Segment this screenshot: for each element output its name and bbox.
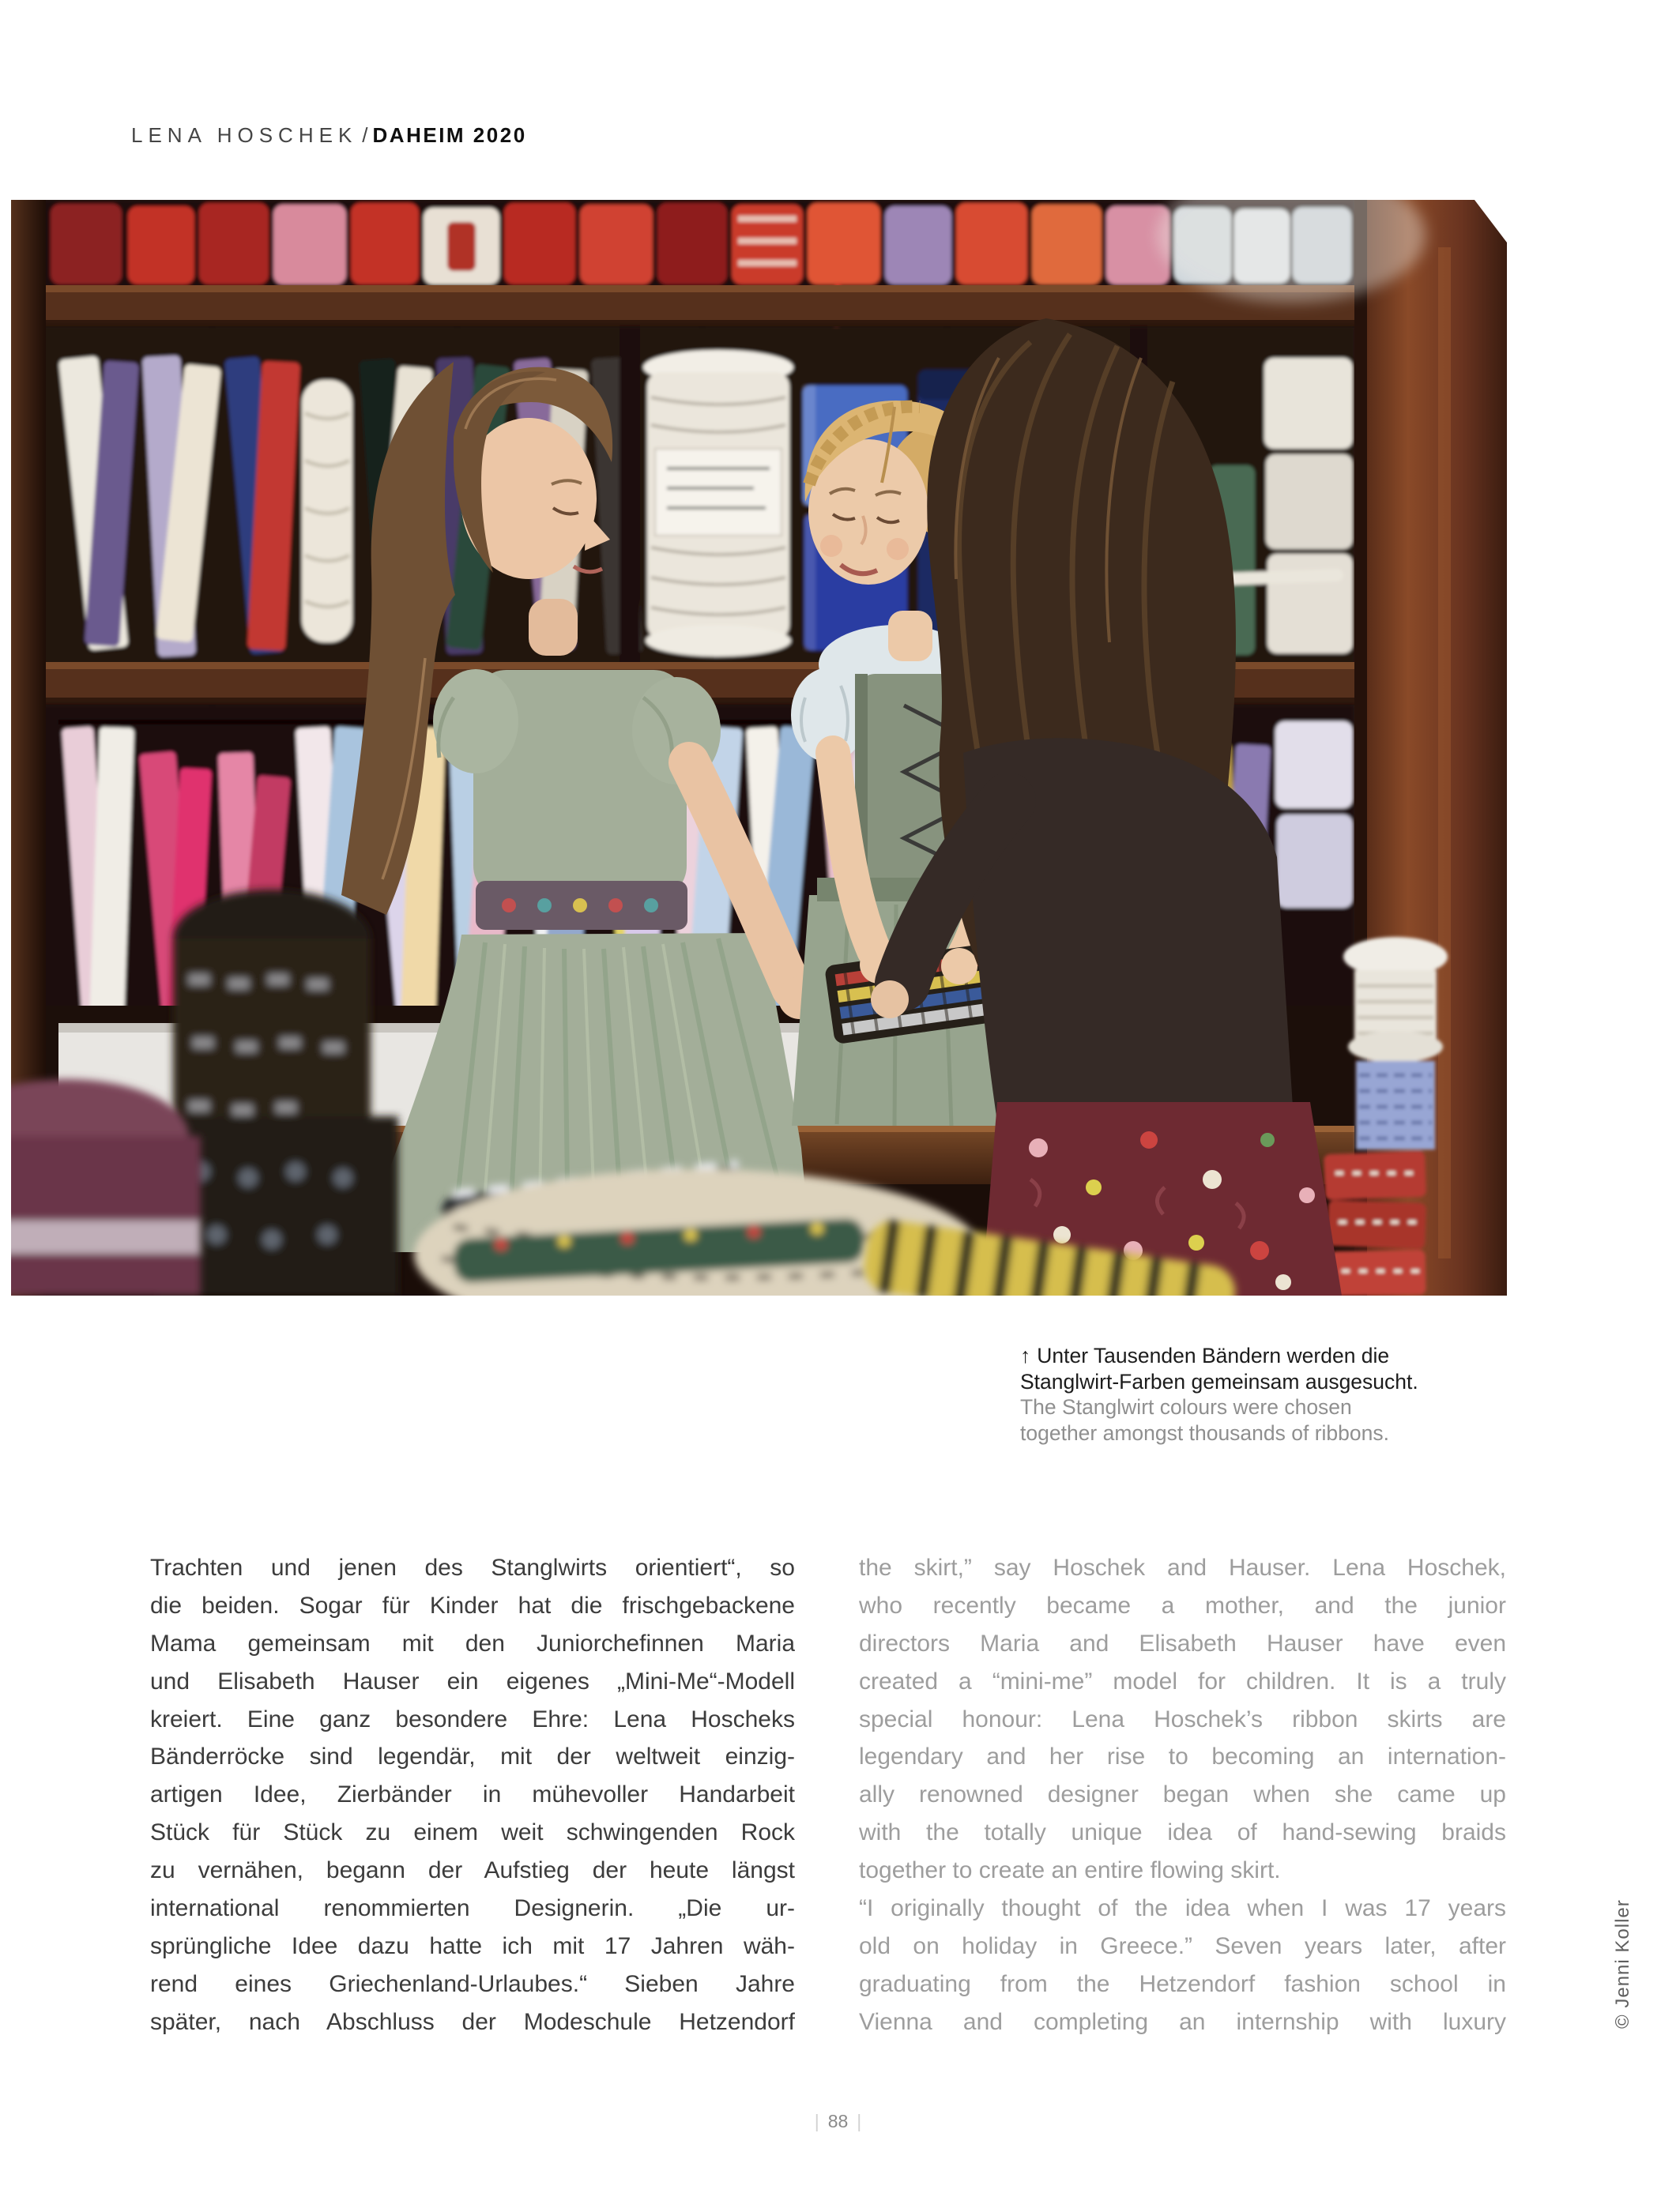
body-de-line: sprüngliche Idee dazu hatte ich mit 17 Jahren wäh- xyxy=(150,1932,795,1959)
body-de-line: und Elisabeth Hauser ein eigenes „Mini-Me“-Modell xyxy=(150,1668,795,1695)
body-de-line: international renommierten Designerin. „Die ur- xyxy=(150,1895,795,1922)
body-en-line: created a “mini-me” model for children. It is a truly xyxy=(859,1668,1506,1695)
photo-caption xyxy=(1020,1343,1512,1446)
body-de-line: rend eines Griechenland-Urlaubes.“ Sieben Jahre xyxy=(150,1970,795,1997)
caption-de-line xyxy=(1020,1343,1512,1369)
body-de-line: Trachten und jenen des Stanglwirts orientiert“, so xyxy=(150,1555,795,1581)
feature-photo xyxy=(11,200,1507,1296)
body-en-line: “I originally thought of the idea when I was 17 years xyxy=(859,1895,1506,1922)
up-arrow-icon: ↑ xyxy=(1020,1344,1031,1367)
shop-photo-illustration xyxy=(11,200,1507,1296)
body-de-line: kreiert. Eine ganz besondere Ehre: Lena Hoscheks xyxy=(150,1706,795,1732)
body-de-line: zu vernähen, begann der Aufstieg der heute längst xyxy=(150,1857,795,1884)
body-de-line: Bänderröcke sind legendär, mit der weltweit einzig- xyxy=(150,1744,795,1770)
page-number-value: 88 xyxy=(827,2111,849,2131)
shelf-board-1 xyxy=(43,285,1354,328)
body-de-line: die beiden. Sogar für Kinder hat die frischgebackene xyxy=(150,1592,795,1619)
body-en-line: directors Maria and Elisabeth Hauser have even xyxy=(859,1630,1506,1657)
page-number-right-bar: | xyxy=(857,2111,862,2131)
body-en-line: special honour: Lena Hoschek’s ribbon skirts are xyxy=(859,1706,1506,1732)
body-en-line: with the totally unique idea of hand-sewing braids xyxy=(859,1819,1506,1846)
body-en-line: together to create an entire flowing skirt. xyxy=(859,1857,1281,1884)
body-en-line: who recently became a mother, and the junior xyxy=(859,1592,1506,1619)
caption-en-line: The Stanglwirt colours were chosen xyxy=(1020,1395,1352,1419)
caption-de-line: Stanglwirt-Farben gemeinsam ausgesucht. xyxy=(1020,1369,1418,1394)
photo-credit: © Jenni Koller xyxy=(1612,1899,1633,2029)
body-de-line: Mama gemeinsam mit den Juniorchefinnen Maria xyxy=(150,1630,795,1657)
page-header xyxy=(131,123,527,148)
body-en-line: legendary and her rise to becoming an internation- xyxy=(859,1744,1506,1770)
caption-en-line: together amongst thousands of ribbons. xyxy=(1020,1420,1389,1445)
body-column-english xyxy=(859,1549,1506,2041)
body-de-line: später, nach Abschluss der Modeschule Hetzendorf xyxy=(150,2008,795,2035)
spool-corner-left xyxy=(11,1079,201,1296)
body-en-line: Vienna and completing an internship with luxury xyxy=(859,2008,1506,2035)
body-de-line: artigen Idee, Zierbänder in mühevoller Handarbeit xyxy=(150,1781,795,1808)
body-en-line: graduating from the Hetzendorf fashion school in xyxy=(859,1970,1506,1997)
body-column-german xyxy=(150,1549,795,2041)
body-en-line: the skirt,” say Hoschek and Hauser. Lena Hoschek, xyxy=(859,1555,1506,1581)
header-separator: / xyxy=(362,123,368,147)
body-en-line: ally renowned designer began when she came up xyxy=(859,1781,1506,1808)
page-number-left-bar: | xyxy=(814,2111,819,2131)
body-de-line: Stück für Stück zu einem weit schwingenden Rock xyxy=(150,1819,795,1846)
brand-title: LENA HOSCHEK xyxy=(131,123,358,147)
page-number xyxy=(0,2111,1676,2132)
body-en-line: old on holiday in Greece.” Seven years later, after xyxy=(859,1932,1506,1959)
edition-title: DAHEIM 2020 xyxy=(372,123,527,147)
caption-de-text: Unter Tausenden Bändern werden die xyxy=(1037,1344,1390,1367)
